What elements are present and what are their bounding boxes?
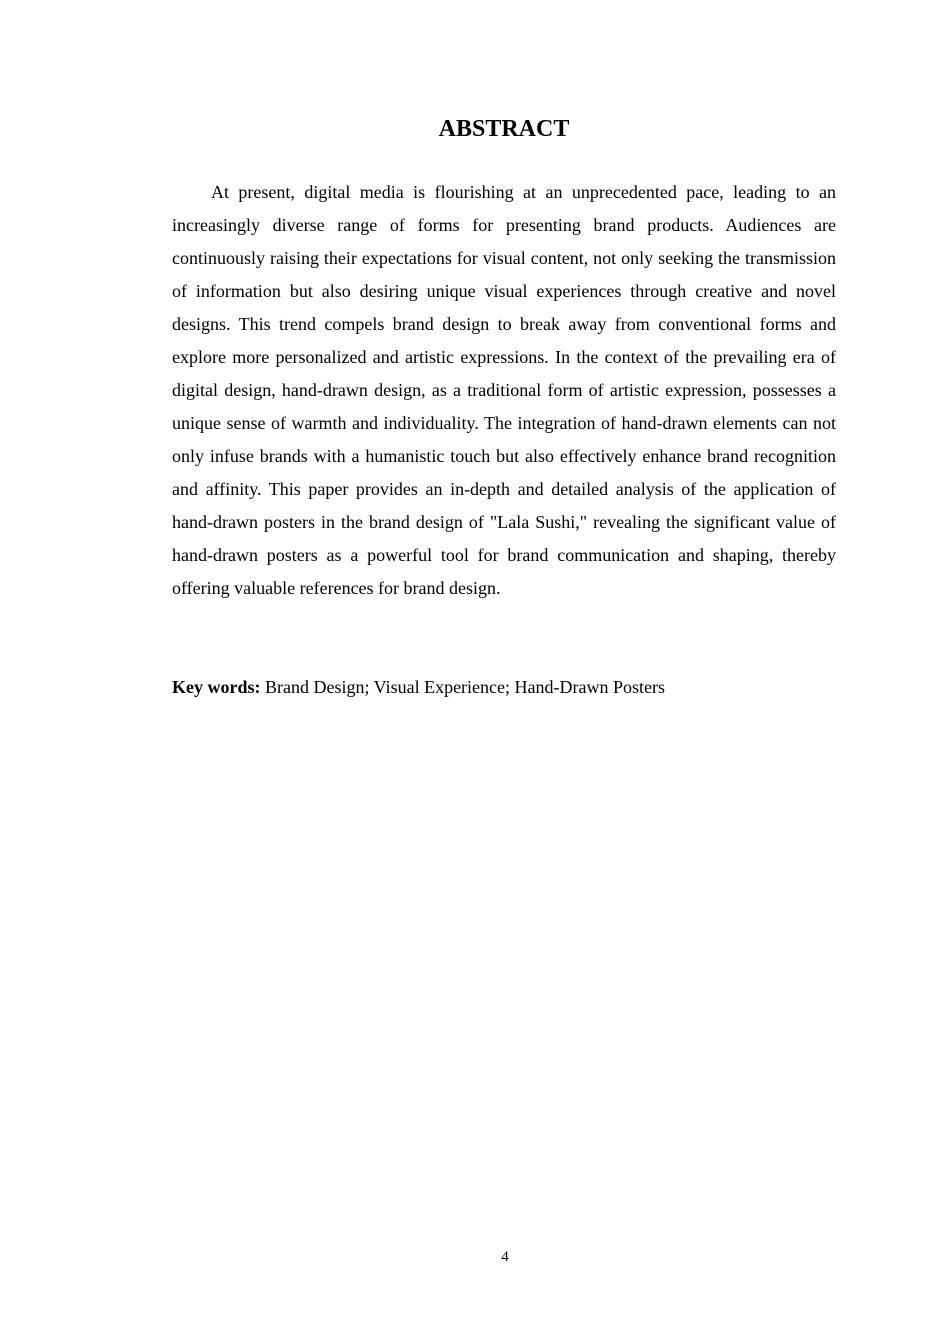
keywords-text: Brand Design; Visual Experience; Hand-Drawn Posters (260, 677, 665, 697)
abstract-title: ABSTRACT (438, 116, 570, 142)
abstract-paragraph: At present, digital media is flourishing at an unprecedented pace, leading to an increasingly diverse range of forms for presenting brand products. Audiences are continuously raising their expectations for visual content, not only seeking the transmission of information but also desiring unique visual experiences through creative and novel designs. This trend compels brand design to break away from conventional forms and explore more personalized and artistic expressions. In the context of the prevailing era of digital design, hand-drawn design, as a traditional form of artistic expression, possesses a unique sense of warmth and individuality. The integration of hand-drawn elements can not only infuse brands with a humanistic touch but also effectively enhance brand recognition and affinity. This paper provides an in-depth and detailed analysis of the application of hand-drawn posters in the brand design of "Lala Sushi," revealing the significant value of hand-drawn posters as a powerful tool for brand communication and shaping, thereby offering valuable references for brand design. (172, 182, 836, 598)
keywords-line (172, 671, 836, 704)
page-number: 4 (501, 1249, 509, 1265)
keywords-label: Key words: (172, 677, 261, 697)
